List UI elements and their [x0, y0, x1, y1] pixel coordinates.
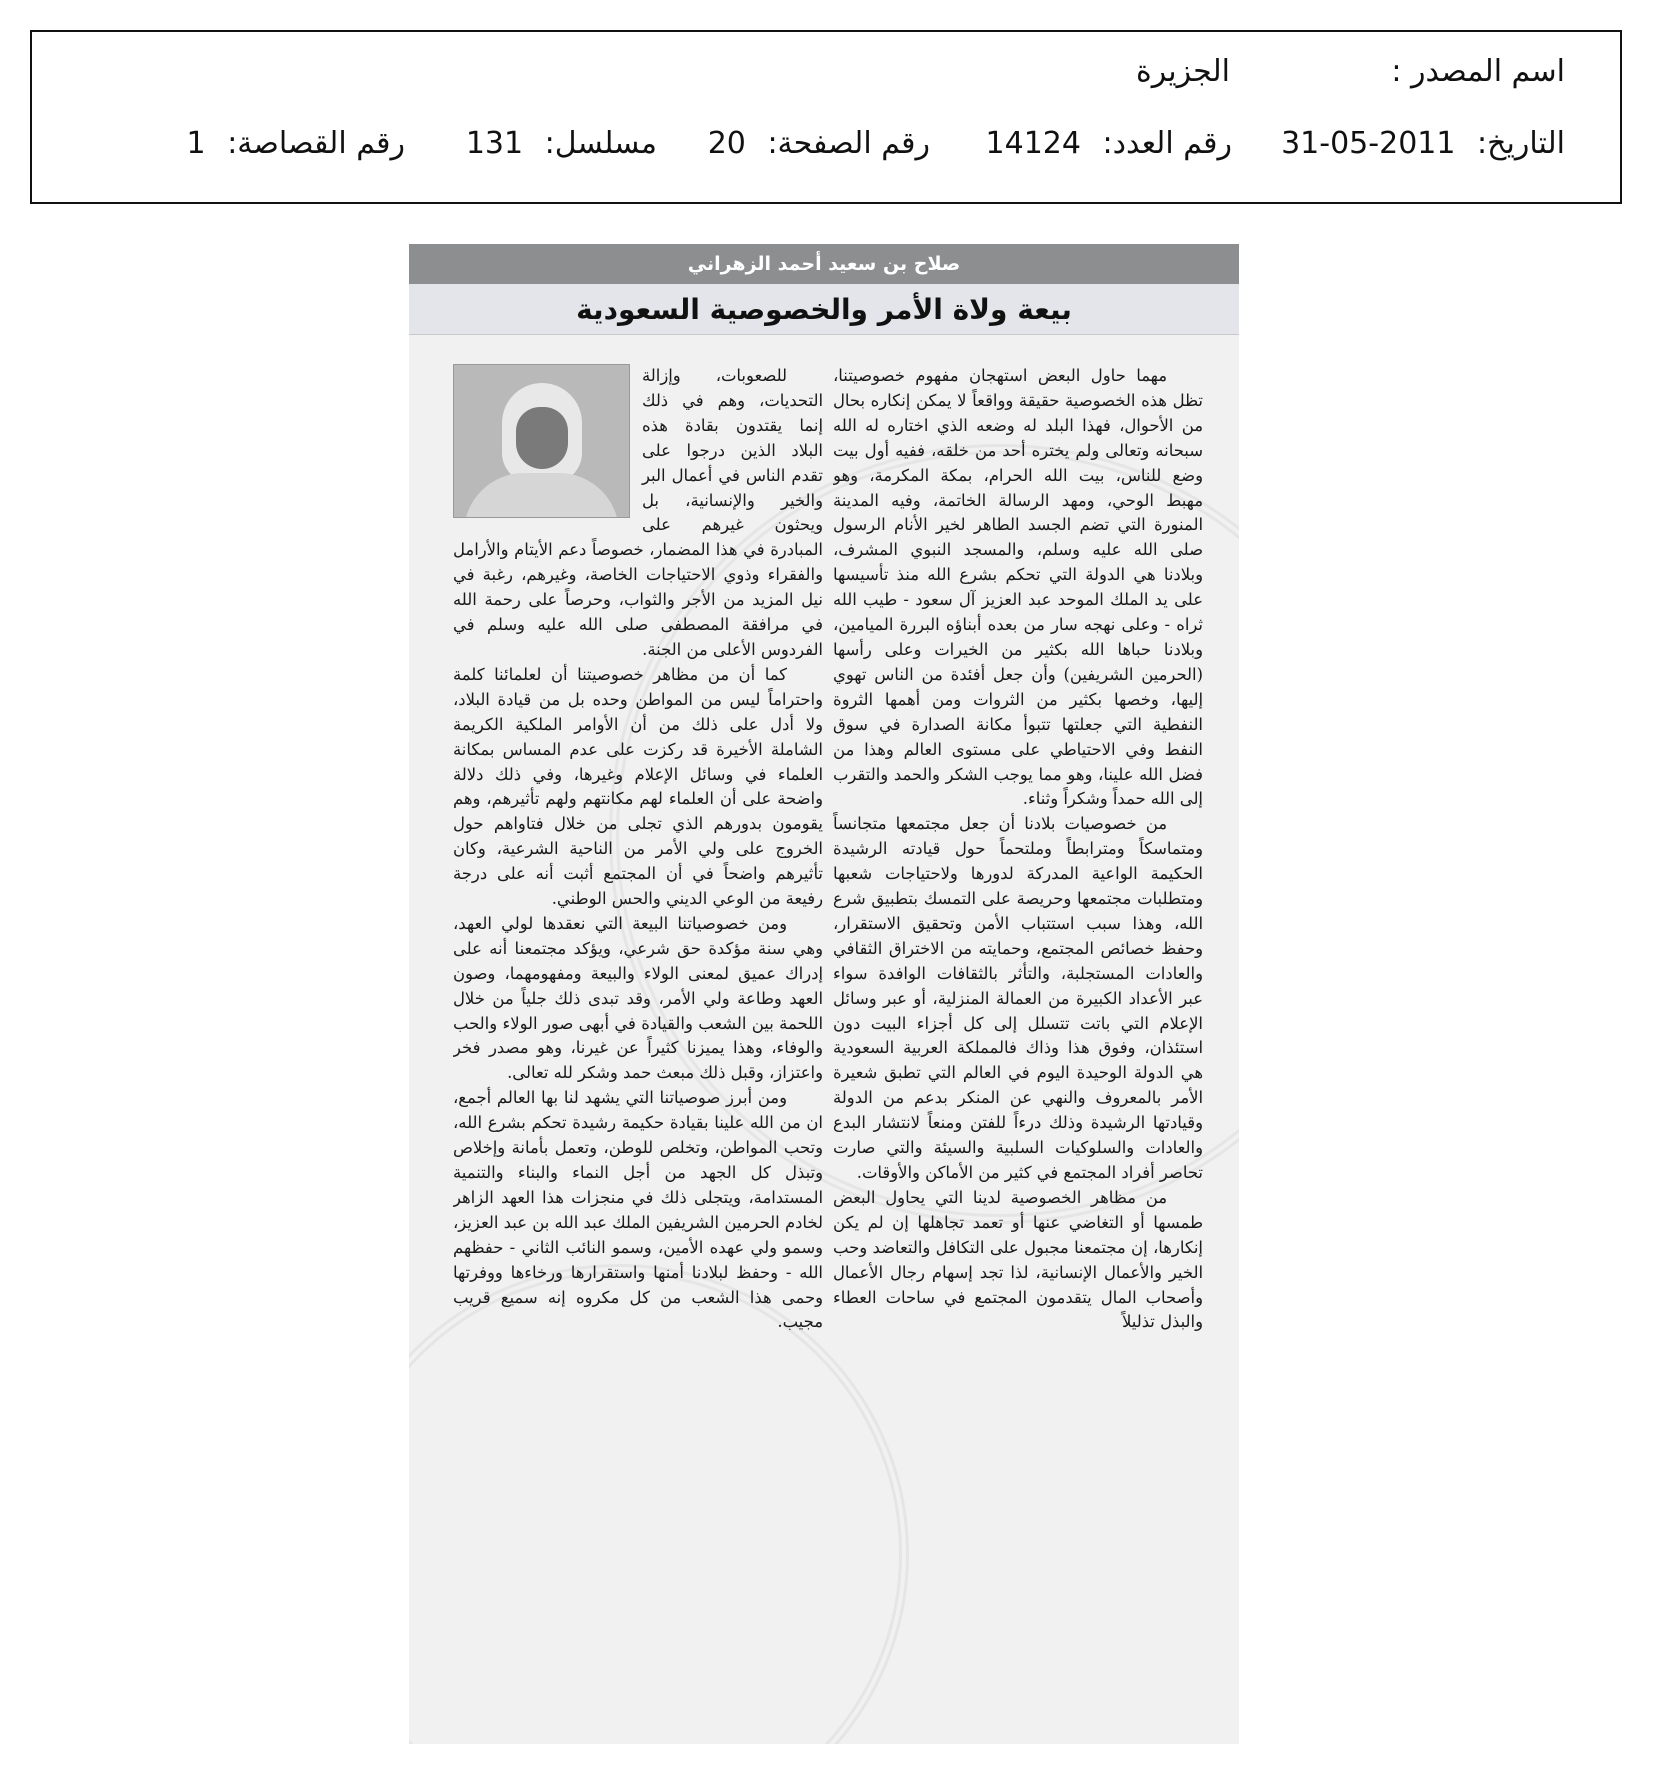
paragraph: من مظاهر الخصوصية لدينا التي يحاول البعض طمسها أو التغاضي عنها أو تعمد تجاهلها إن لم يكن إنكارها، إن مجتمعنا مجبول على التكافل والتعاضد وحب الخير والأعمال الإنسانية، لذا تجد إسهام رجال الأعمال وأصحاب المال يتقدمون المجتمع في ساحات العطاء والبذل تذليلاً: [833, 1187, 1203, 1332]
issue-field: [986, 126, 1232, 161]
paragraph: من خصوصيات بلادنا أن جعل مجتمعها متجانساً ومتماسكاً ومترابطاً وملتحماً حول قيادته الرشيدة الحكيمة الواعية المدركة لدورها ولاحتياجات شعبها ومتطلبات مجتمعها وحريصة على التمسك بتطبيق شرع الله، وهذا سبب استتباب الأمن وتحقيق الاستقرار، وحفظ خصائص المجتمع، وحمايته من الاختراق الثقافي والعادات المستجلبة، والتأثر بالثقافات الوافدة سواء عبر الأعداد الكبيرة من العمالة المنزلية، أو عبر وسائل الإعلام التي باتت تتسلل إلى كل أجزاء البيت دون استئذان، وفوق هذا وذاك فالمملكة العربية السعودية هي الدولة الوحيدة اليوم في العالم التي تطبق شعيرة الأمر بالمعروف والنهي عن المنكر بدعم من الدولة وقيادتها الرشيدة وذلك درءاً للفتن ومنعاً لانتشار البدع والعادات والسلوكيات السلبية والسيئة والتي صارت تحاصر أفراد المجتمع في كثير من الأماكن والأوقات.: [833, 814, 1203, 1182]
article-column-left: [453, 364, 823, 1724]
article-title: بيعة ولاة الأمر والخصوصية السعودية: [409, 284, 1239, 335]
paragraph: ومن خصوصياتنا البيعة التي نعقدها لولي العهد، وهي سنة مؤكدة حق شرعي، ويؤكد مجتمعنا أنه على إدراك عميق لمعنى الولاء والبيعة ومفهومهما، وصون العهد وطاعة ولي الأمر، وقد تبدى ذلك جلياً من خلال اللحمة بين الشعب والقيادة في أبهى صور الولاء والحب والوفاء، وهذا يميزنا كثيراً عن غيرنا، وهو مصدر فخر واعتزاز، وقبل ذلك مبعث حمد وشكر لله تعالى.: [453, 913, 823, 1083]
clip-field: [187, 126, 405, 161]
issue-label: رقم العدد:: [1102, 126, 1232, 161]
date-value: 2011-05-31: [1281, 126, 1456, 161]
author-photo: [453, 364, 630, 518]
page-value: 20: [707, 126, 746, 161]
source-value: الجزيرة: [1135, 54, 1230, 89]
serial-label: مسلسل:: [544, 126, 657, 161]
clipping-metadata-box: [30, 30, 1622, 204]
clip-value: 1: [186, 126, 206, 161]
source-field: [1379, 54, 1565, 89]
source-label: اسم المصدر :: [1391, 54, 1565, 89]
paragraph: ومن أبرز صوصياتنا التي يشهد لنا بها العالم أجمع، ان من الله علينا بقيادة حكيمة رشيدة تحكم بشرع الله، وتحب المواطن، وتخلص للوطن، وتعمل بأمانة وإخلاص وتبذل كل الجهد من أجل النماء والبناء والتنمية المستدامة، ويتجلى ذلك في منجزات هذا العهد الزاهر لخادم الحرمين الشريفين الملك عبد الله بن عبد العزيز، وسمو ولي عهده الأمين، وسمو النائب الثاني - حفظهم الله - وحفظ لبلادنا أمنها واستقرارها ورخاءها ووفرتها وحمى هذا الشعب من كل مكروه إنه سميع قريب مجيب.: [453, 1088, 823, 1332]
paragraph: للصعوبات، وإزالة التحديات، وهم في ذلك إنما يقتدون بقادة هذه البلاد الذين درجوا على تقدم الناس في أعمال البر والخير والإنسانية، بل ويحثون غيرهم على المبادرة في هذا المضمار، خصوصاً دعم الأيتام والأرامل والفقراء وذوي الاحتياجات الخاصة، وغيرهم، رغبة في نيل المزيد من الأجر والثواب، وحرصاً على رحمة الله في مرافقة المصطفى صلى الله عليه وسلم في الفردوس الأعلى من الجنة.: [453, 366, 823, 659]
article-body: [409, 364, 1239, 1724]
clip-label: رقم القصاصة:: [227, 126, 405, 161]
paragraph: مهما حاول البعض استهجان مفهوم خصوصيتنا، تظل هذه الخصوصية حقيقة وواقعاً لا يمكن إنكاره بحال من الأحوال، فهذا البلد له وضعه الذي اختاره له الله سبحانه وتعالى ولم يختره أحد من خلقه، ففيه أول بيت وضع للناس، بيت الله الحرام، بمكة المكرمة، وهو مهبط الوحي، ومهد الرسالة الخاتمة، وفيه المدينة المنورة التي تضم الجسد الطاهر لخير الأنام الرسول صلى الله عليه وسلم، والمسجد النبوي المشرف، وبلادنا هي الدولة التي تحكم بشرع الله منذ تأسيسها على يد الملك الموحد عبد العزيز آل سعود - طيب الله ثراه - وعلى نهجه سار من بعده أبناؤه البررة الميامين، وبلادنا حباها الله بكثير من الخيرات وعلى رأسها (الحرمين الشريفين) وأن جعل أفئدة من الناس تهوي إليها، وخصها بكثير من الثروات ومن أهمها الثروة النفطية التي جعلتها تتبوأ مكانة الصدارة في سوق النفط وفي الاحتياطي على مستوى العالم وهذا من فضل الله علينا، وهو مما يوجب الشكر والحمد والتقرب إلى الله حمداً وشكراً وثناء.: [833, 366, 1203, 809]
serial-field: [466, 126, 657, 161]
newspaper-clipping: [409, 244, 1239, 1744]
date-label: التاريخ:: [1477, 126, 1565, 161]
date-field: [1281, 126, 1565, 161]
article-column-right: [833, 364, 1203, 1724]
photo-shoulders: [464, 473, 619, 518]
issue-value: 14124: [985, 126, 1081, 161]
author-byline: صلاح بن سعيد أحمد الزهراني: [409, 244, 1239, 284]
paragraph: كما أن من مظاهر خصوصيتنا أن لعلمائنا كلمة واحتراماً ليس من المواطن وحده بل من قيادة البلاد، ولا أدل على ذلك من أن الأوامر الملكية الكريمة الشاملة الأخيرة قد ركزت على عدم المساس بمكانة العلماء في وسائل الإعلام وغيرها، وفي ذلك دلالة واضحة على أن العلماء لهم مكانتهم ولهم تأثيرهم، وهم يقومون بدورهم الذي تجلى من خلال فتاواهم حول الخروج على ولي الأمر من الناحية الشرعية، وكان تأثيرهم واضحاً في أن المجتمع أثبت أنه على درجة رفيعة من الوعي الديني والحس الوطني.: [453, 664, 823, 909]
photo-face: [516, 407, 568, 469]
serial-value: 131: [465, 126, 524, 161]
page-field: [708, 126, 930, 161]
page-label: رقم الصفحة:: [767, 126, 930, 161]
